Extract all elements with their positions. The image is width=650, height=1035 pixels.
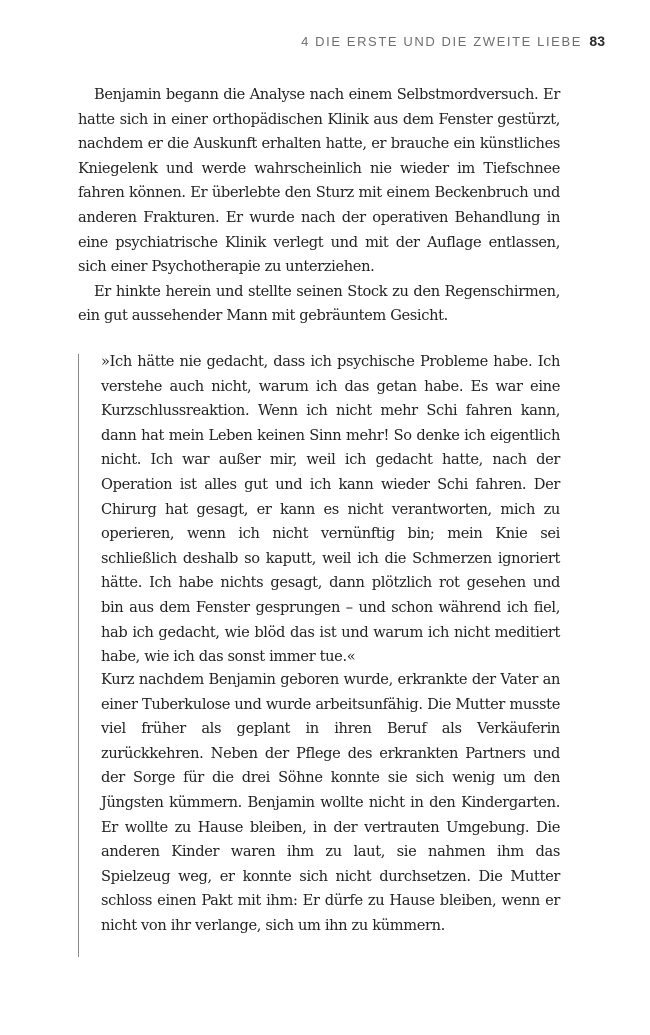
intro-paragraph: Er hinkte herein und stellte seinen Stock zu den Regenschirmen, ein gut aussehender Mann mit gebräuntem Gesicht.	[78, 282, 560, 325]
quote-margin-rule	[78, 354, 79, 957]
running-head	[0, 34, 650, 54]
page-number: 83	[589, 33, 605, 49]
intro-section	[78, 83, 560, 329]
case-paragraph: Kurz nachdem Benjamin geboren wurde, erkrankte der Vater an einer Tuberkulose und wurde arbeitsunfähig. Die Mutter musste viel früher als geplant in ihren Beruf als Verkäuferin zurückkehren. Neben der Pflege des erkrankten Partners und der Sorge für die drei Söhne konnte sie sich wenig um den Jüngsten kümmern. Benjamin wollte nicht in den Kindergarten. Er wollte zu Hause bleiben, in der vertrauten Umgebung. Die anderen Kinder waren ihm zu laut, sie nahmen ihm das Spielzeug weg, er konnte sich nicht durchsetzen. Die Mutter schloss einen Pakt mit ihm: Er dürfe zu Hause bleiben, wenn er nicht von ihr verlange, sich um ihn zu kümmern.	[101, 671, 560, 934]
patient-quote	[101, 350, 560, 670]
chapter-title: 4 DIE ERSTE UND DIE ZWEITE LIEBE	[301, 34, 582, 49]
quote-paragraph: »Ich hätte nie gedacht, dass ich psychische Probleme habe. Ich verstehe auch nicht, warum ich das getan habe. Es war eine Kurzschlussreaktion. Wenn ich nicht mehr Schi fahren kann, dann hat mein Leben keinen Sinn mehr! So denke ich eigentlich nicht. Ich war außer mir, weil ich gedacht hatte, nach der Operation ist alles gut und ich kann wieder Schi fahren. Der Chirurg hat gesagt, er kann es nicht verantworten, mich zu operieren, wenn ich nicht vernünftig bin; mein Knie sei schließlich deshalb so kaputt, weil ich die Schmerzen ignoriert hätte. Ich habe nichts gesagt, dann plötzlich rot gesehen und bin aus dem Fenster gesprungen – und schon während ich fiel, hab ich gedacht, wie blöd das ist und warum ich nicht meditiert habe, wie ich das sonst immer tue.«	[101, 353, 560, 666]
intro-paragraph: Benjamin begann die Analyse nach einem Selbstmordversuch. Er hatte sich in einer orthopädischen Klinik aus dem Fenster gestürzt, nachdem er die Auskunft erhalten hatte, er brauche ein künstliches Kniegelenk und werde wahrscheinlich nie wieder im Tiefschnee fahren können. Er überlebte den Sturz mit einem Beckenbruch und anderen Frakturen. Er wurde nach der operativen Behandlung in eine psychiatrische Klinik verlegt und mit der Auflage entlassen, sich einer Psychotherapie zu unterziehen.	[78, 86, 560, 276]
case-history	[101, 668, 560, 939]
